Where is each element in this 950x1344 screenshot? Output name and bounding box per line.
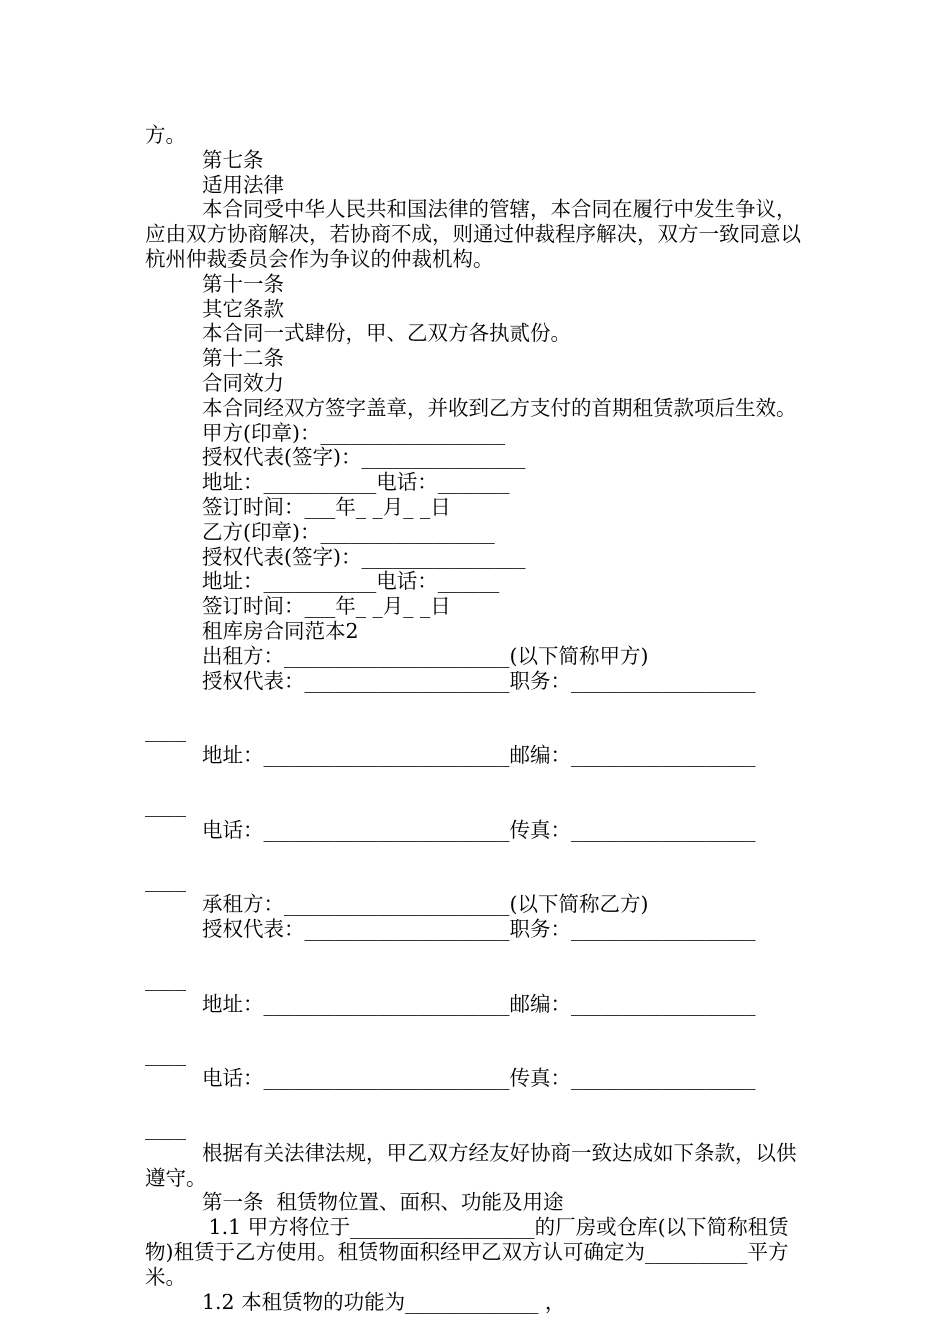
paragraph: 1.1 甲方将位于__________________的厂房或仓库(以下简称租赁物)租赁于乙方使用。租赁物面积经甲乙双方认可确定为__________平方米。 [145,1215,789,1289]
paragraph: 本合同受中华人民共和国法律的管辖，本合同在履行中发生争议，应由双方协商解决，若协商不成，则通过仲裁程序解决，双方一致同意以杭州仲裁委员会作为争议的仲裁机构。 [145,197,801,271]
party-a-sign-date-field: 签订时间：___年_ _月_ _日 [202,494,451,519]
field-continuation: ____ [145,792,186,817]
lessee-phone-field: 电话：________________________传真：__________________ [202,1066,756,1091]
lessee-representative-field: 授权代表：____________________职务：__________________ [202,917,756,942]
paragraph: 1.2 本租赁物的功能为_____________ ， [202,1289,566,1314]
party-a-address-phone-field: 地址：___________电话：_______ [202,470,510,495]
section-title: 租库房合同范本2 [202,618,359,643]
lessor-phone-field: 电话：________________________传真：__________________ [202,817,756,842]
lessor-field: 出租方：______________________(以下简称甲方) [202,643,649,668]
lessee-address-field: 地址：________________________邮编：__________________ [202,991,756,1016]
party-a-representative-field: 授权代表(签字)：________________ [202,445,526,470]
text-line: 方。 [145,123,186,147]
article-heading: 第十一条 [202,271,284,296]
paragraph: 本合同一式肆份，甲、乙双方各执贰份。 [202,321,571,346]
field-continuation: ____ [145,718,186,743]
article-heading: 第七条 [202,147,264,172]
article-heading: 第一条 租赁物位置、面积、功能及用途 [202,1190,564,1215]
article-heading: 第十二条 [202,346,284,371]
article-title: 合同效力 [202,370,284,395]
lessor-address-field: 地址：________________________邮编：__________________ [202,743,756,768]
field-continuation: ____ [145,867,186,892]
field-continuation: ____ [145,966,186,991]
party-a-seal-field: 甲方(印章)：__________________ [202,420,505,445]
field-continuation: ____ [145,1041,186,1066]
spacer [145,1017,807,1042]
article-title: 其它条款 [202,296,284,321]
spacer [145,942,807,967]
spacer [145,693,807,718]
spacer [145,1091,807,1116]
paragraph: 根据有关法律法规，甲乙双方经友好协商一致达成如下条款，以供遵守。 [145,1140,797,1190]
field-continuation: ____ [145,1116,186,1141]
lessee-field: 承租方：______________________(以下简称乙方) [202,892,649,917]
spacer [145,843,807,868]
paragraph: 本合同经双方签字盖章，并收到乙方支付的首期租赁款项后生效。 [202,395,797,420]
party-b-representative-field: 授权代表(签字)：________________ [202,544,526,569]
lessor-representative-field: 授权代表：____________________职务：__________________ [202,668,756,693]
party-b-address-phone-field: 地址：___________电话：______ [202,569,500,594]
article-title: 适用法律 [202,172,284,197]
party-b-seal-field: 乙方(印章)：_________________ [202,519,495,544]
spacer [145,768,807,793]
party-b-sign-date-field: 签订时间：___年_ _月_ _日 [202,594,451,619]
document-body [145,123,807,1314]
